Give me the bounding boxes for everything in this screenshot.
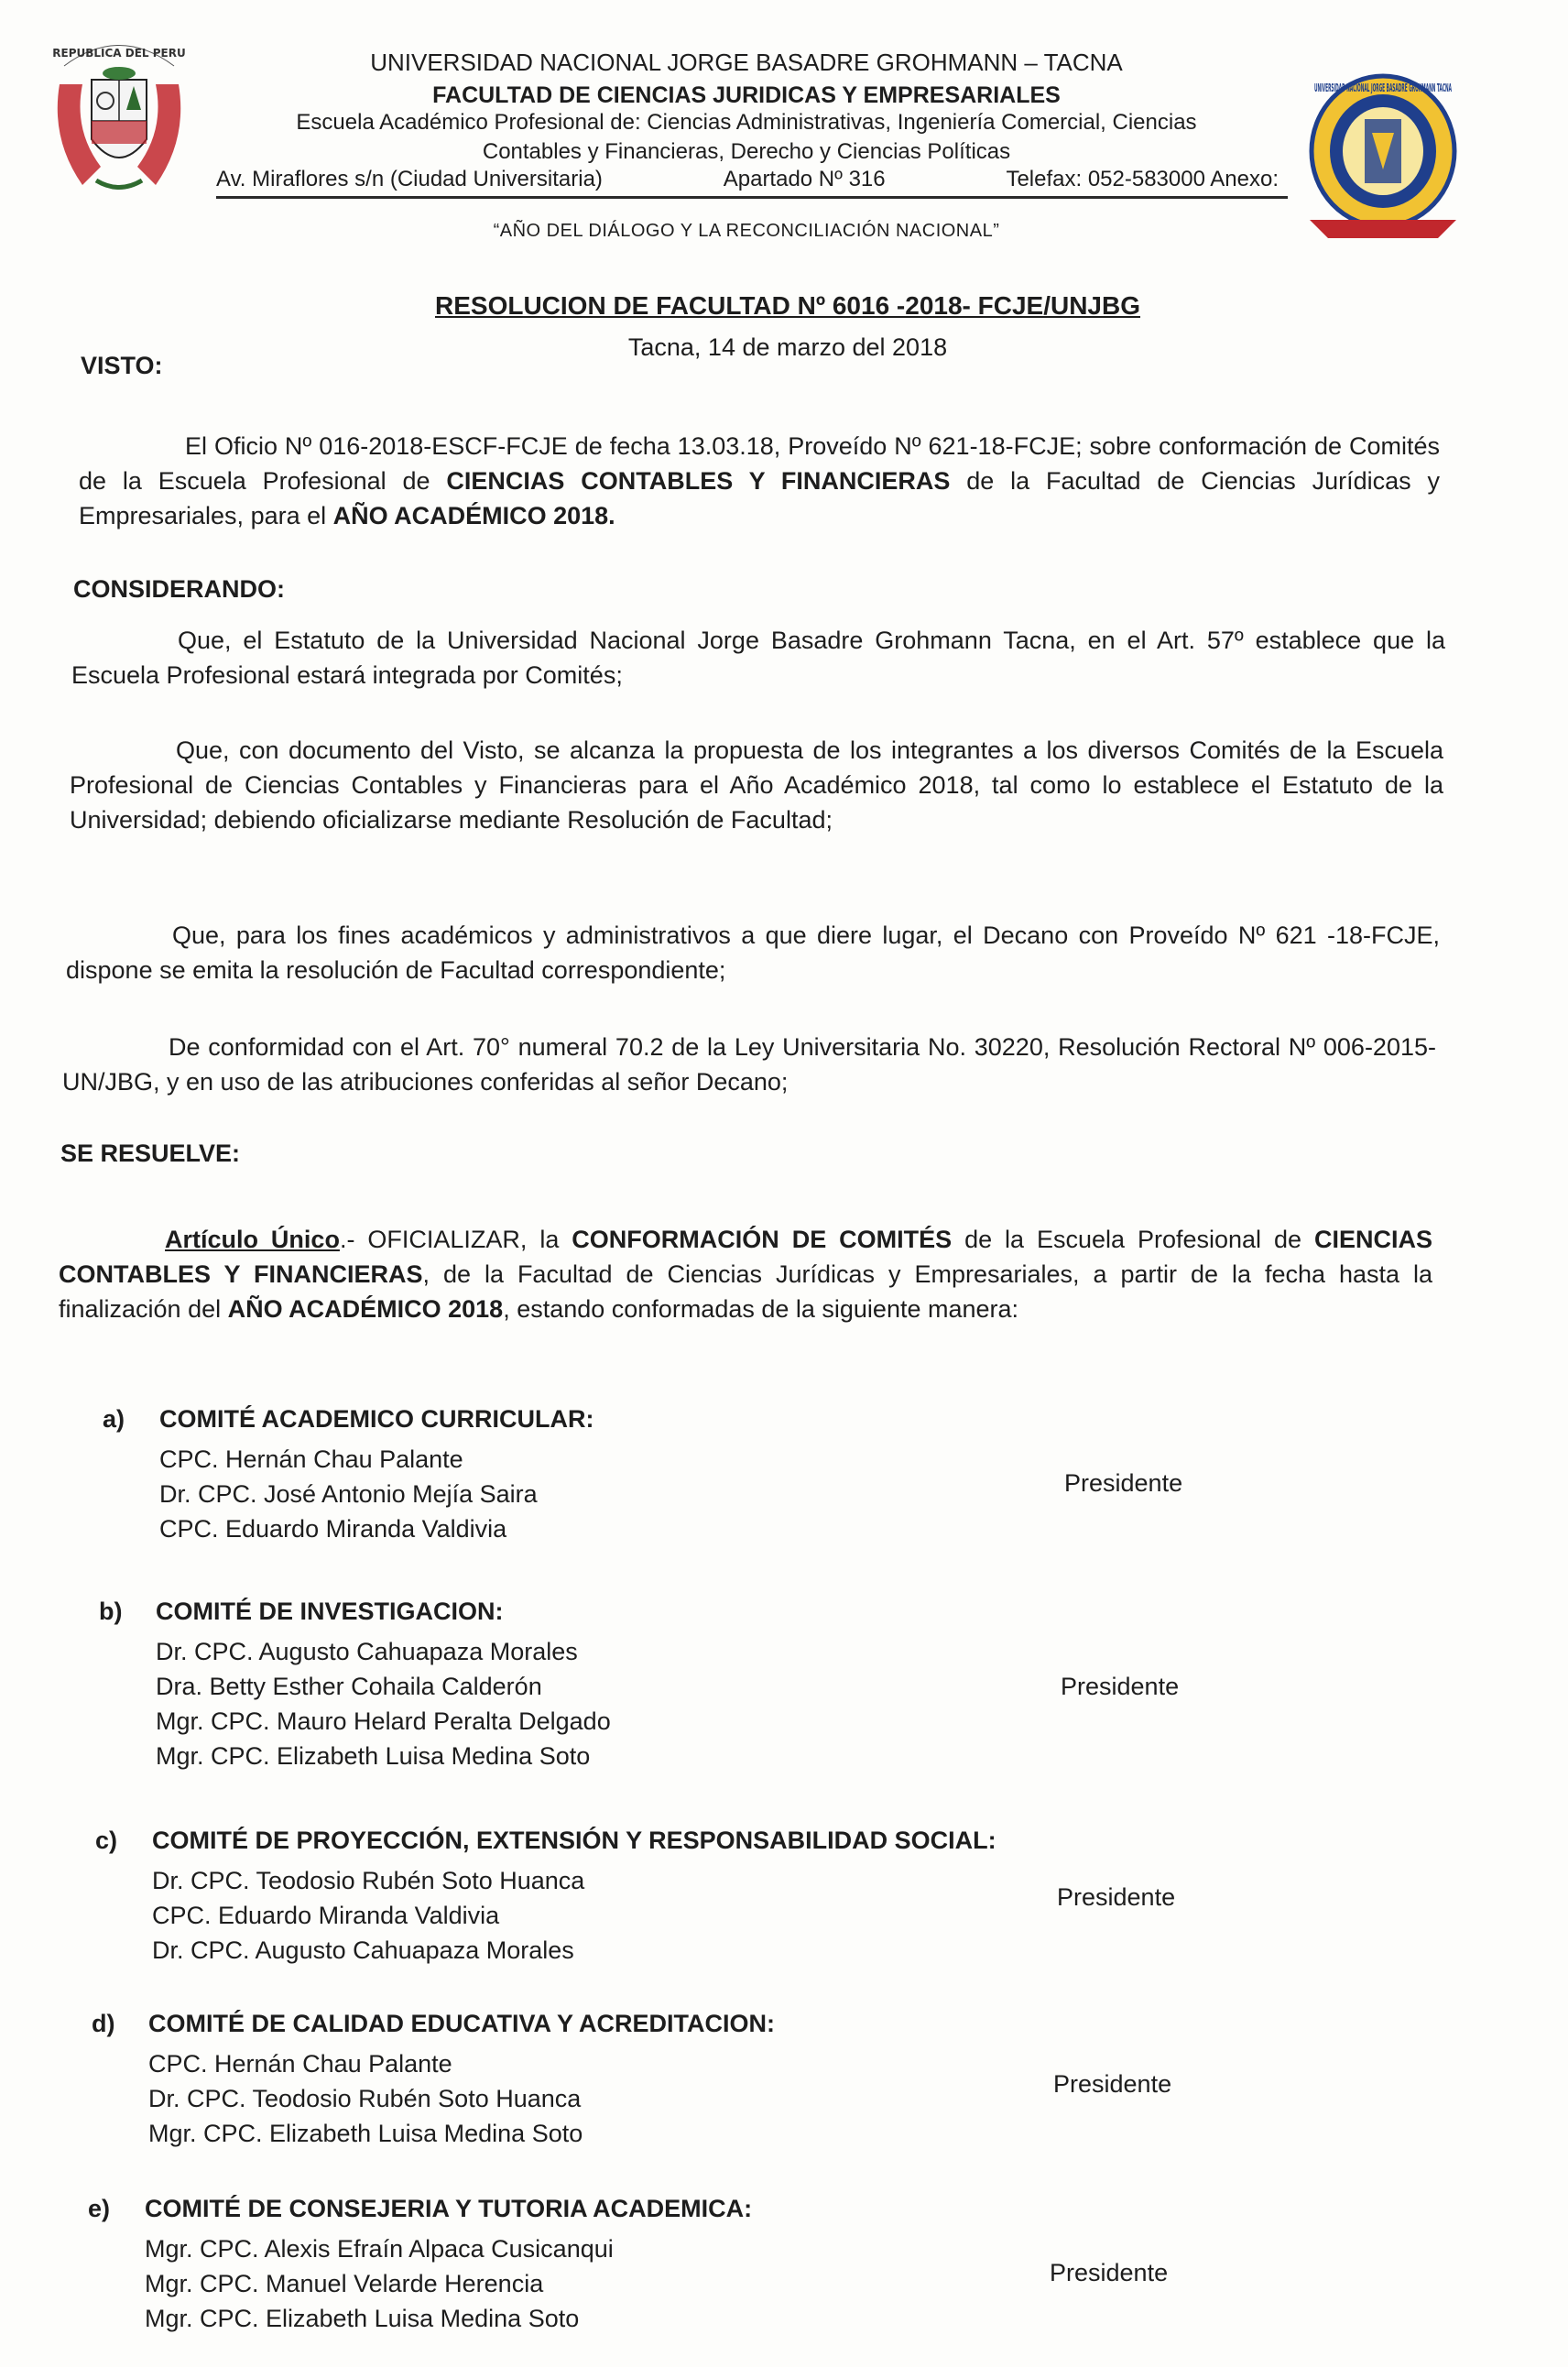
university-seal-icon: [1301, 64, 1465, 247]
article-paragraph: Artículo Único.- OFICIALIZAR, la CONFORMACIÓN DE COMITÉS de la Escuela Profesional de CIENCIAS CONTABLES Y FINANCIERAS, de la Facultad de Ciencias Jurídicas y Empresariales, a partir de la fecha hasta la finalización del AÑO ACADÉMICO 2018, estando conformadas de la siguiente manera:: [59, 1226, 1432, 1323]
considerando-paragraph-4: De conformidad con el Art. 70° numeral 70.2 de la Ley Universitaria No. 30220, Resolución Rectoral Nº 006-2015-UN/JBG, y en uso de las atribuciones conferidas al señor Decano;: [62, 1033, 1436, 1096]
committee-member: CPC. Hernán Chau Palante: [159, 1445, 463, 1473]
committee-title: COMITÉ DE INVESTIGACION:: [156, 1598, 504, 1625]
header-address: Av. Miraflores s/n (Ciudad Universitaria): [216, 167, 603, 191]
svg-text:REPUBLICA DEL PERU: REPUBLICA DEL PERU: [52, 47, 186, 60]
header-apartado: Apartado Nº 316: [723, 167, 886, 191]
committee-member: Mgr. CPC. Elizabeth Luisa Medina Soto: [156, 1742, 591, 1770]
committee-title: COMITÉ ACADEMICO CURRICULAR:: [159, 1405, 594, 1433]
committee-letter: c): [95, 1827, 118, 1854]
committee-title: COMITÉ DE PROYECCIÓN, EXTENSIÓN Y RESPONSABILIDAD SOCIAL:: [152, 1827, 996, 1854]
resolution-date: Tacna, 14 de marzo del 2018: [627, 333, 948, 361]
committee-member: CPC. Hernán Chau Palante: [148, 2050, 452, 2078]
committee-letter: a): [103, 1405, 125, 1433]
committee-letter: d): [92, 2010, 115, 2037]
committee-title: COMITÉ DE CONSEJERIA Y TUTORIA ACADEMICA:: [145, 2195, 753, 2222]
committee-member: Dr. CPC. Augusto Cahuapaza Morales: [156, 1638, 578, 1665]
committee-member: Dr. CPC. Augusto Cahuapaza Morales: [152, 1936, 574, 1964]
resuelve-heading: SE RESUELVE:: [60, 1140, 241, 1167]
visto-heading: VISTO:: [81, 352, 163, 379]
committee-member: Mgr. CPC. Mauro Helard Peralta Delgado: [156, 1707, 611, 1735]
header-telefax: Telefax: 052-583000 Anexo:: [1006, 167, 1279, 191]
committee-title: COMITÉ DE CALIDAD EDUCATIVA Y ACREDITACION:: [148, 2010, 776, 2037]
committee-member: Dr. CPC. Teodosio Rubén Soto Huanca: [152, 1867, 585, 1894]
committee-members: [156, 1634, 611, 1773]
committee-role: Presidente: [1061, 1673, 1180, 1700]
header-divider: [216, 196, 1288, 199]
committee-member: Dra. Betty Esther Cohaila Calderón: [156, 1673, 542, 1700]
committee-member: CPC. Eduardo Miranda Valdivia: [159, 1515, 507, 1543]
resolution-title: RESOLUCION DE FACULTAD Nº 6016 -2018- FCJE/UNJBG: [435, 291, 1140, 320]
visto-paragraph: El Oficio Nº 016-2018-ESCF-FCJE de fecha 13.03.18, Proveído Nº 621-18-FCJE; sobre conformación de Comités de la Escuela Profesional de CIENCIAS CONTABLES Y FINANCIERAS de la Facultad de Ciencias Jurídicas y Empresariales, para el AÑO ACADÉMICO 2018.: [79, 432, 1440, 529]
committee-role: Presidente: [1064, 1469, 1183, 1497]
considerando-paragraph-3: Que, para los fines académicos y administrativos a que diere lugar, el Decano con Proveído Nº 621 -18-FCJE, dispone se emita la resolución de Facultad correspondiente;: [66, 922, 1440, 984]
header-faculty-name: FACULTAD DE CIENCIAS JURIDICAS Y EMPRESARIALES: [432, 82, 1061, 108]
committee-member: Mgr. CPC. Elizabeth Luisa Medina Soto: [148, 2120, 583, 2147]
committee-member: Mgr. CPC. Manuel Velarde Herencia: [145, 2270, 544, 2297]
committee-letter: b): [99, 1598, 123, 1625]
committee-members: [159, 1442, 538, 1546]
header-university-name: UNIVERSIDAD NACIONAL JORGE BASADRE GROHMANN – TACNA: [370, 49, 1123, 76]
committee-member: Dr. CPC. Teodosio Rubén Soto Huanca: [148, 2085, 582, 2112]
peru-coat-of-arms-icon: [46, 29, 192, 203]
committee-letter: e): [88, 2195, 111, 2222]
committee-role: Presidente: [1053, 2070, 1172, 2098]
considerando-paragraph-2: Que, con documento del Visto, se alcanza la propuesta de los integrantes a los diversos Comités de la Escuela Profesional de Ciencias Contables y Financieras para el Año Académico 2018, tal como lo establece el Estatuto de la Universidad; debiendo oficializarse mediante Resolución de Facultad;: [70, 736, 1443, 834]
considerando-paragraph-1: Que, el Estatuto de la Universidad Nacional Jorge Basadre Grohmann Tacna, en el Art. 57º establece que la Escuela Profesional estará integrada por Comités;: [71, 627, 1445, 689]
committee-member: Mgr. CPC. Alexis Efraín Alpaca Cusicanqui: [145, 2235, 614, 2263]
committee-members: [152, 1863, 584, 1968]
considerando-heading: CONSIDERANDO:: [73, 575, 286, 603]
committee-role: Presidente: [1057, 1883, 1176, 1911]
committee-member: Dr. CPC. José Antonio Mejía Saira: [159, 1480, 538, 1508]
committee-members: [148, 2046, 583, 2151]
committee-role: Presidente: [1050, 2259, 1169, 2286]
header-schools-line2: Contables y Financieras, Derecho y Ciencias Políticas: [482, 139, 1011, 164]
committee-member: CPC. Eduardo Miranda Valdivia: [152, 1902, 500, 1929]
header-motto: “AÑO DEL DIÁLOGO Y LA RECONCILIACIÓN NACIONAL”: [493, 221, 1000, 241]
svg-text:UNIVERSIDAD NACIONAL JORGE BAS: UNIVERSIDAD NACIONAL JORGE BASADRE GROHMANN TACNA: [1314, 82, 1453, 94]
committee-members: [145, 2231, 614, 2336]
header-contact-line: [216, 165, 1279, 194]
header-schools-line1: Escuela Académico Profesional de: Ciencias Administrativas, Ingeniería Comercial, Ciencias: [296, 110, 1197, 135]
article-label: Artículo Único: [165, 1226, 340, 1253]
committee-member: Mgr. CPC. Elizabeth Luisa Medina Soto: [145, 2305, 580, 2332]
